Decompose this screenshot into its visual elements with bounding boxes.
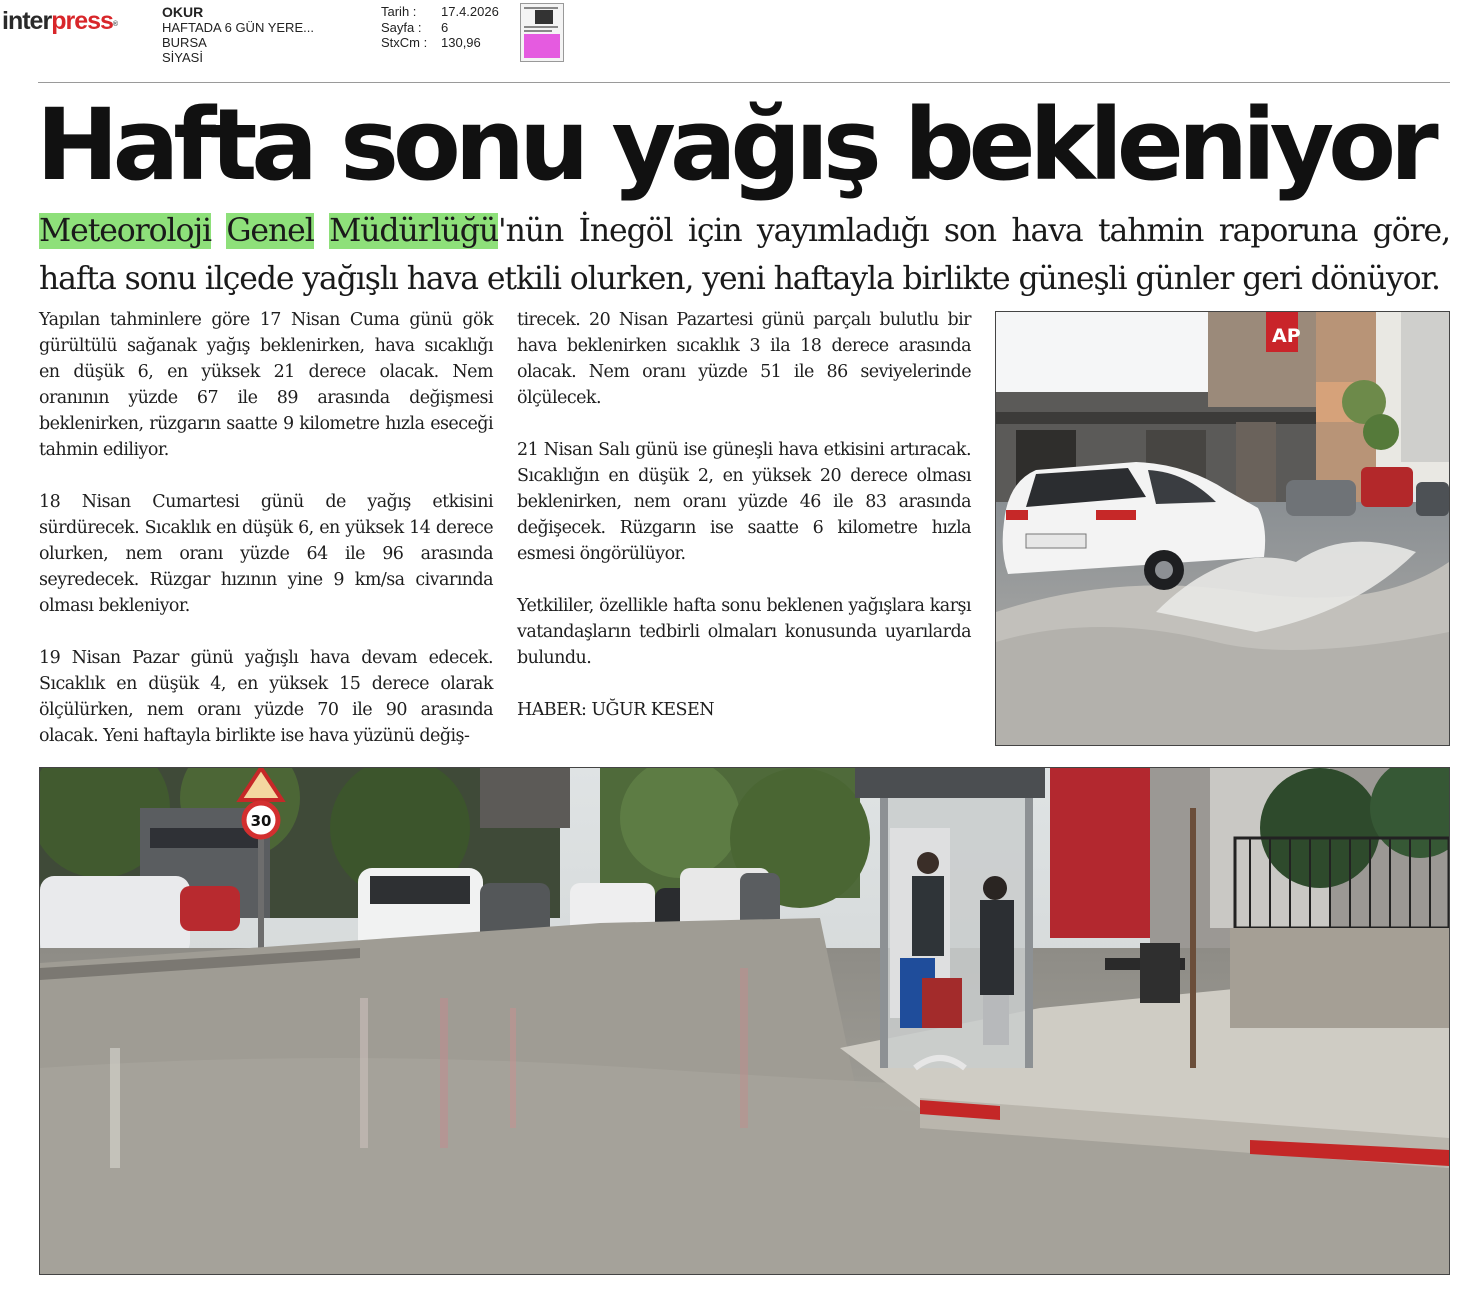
- headline: Hafta sonu yağış bekleniyor: [36, 88, 1433, 203]
- page-row: [381, 20, 499, 36]
- paragraph-19-nisan: 19 Nisan Pazar günü yağışlı hava devam edecek. Sıcaklık en düşük 4, en yüksek 15 derece olarak ölçülürken, nem oranı yüzde 70 ile 90 arasında olacak. Yeni haftayla birlikte ise hava yüzünü değiş-: [39, 648, 493, 746]
- publication-category: SİYASİ: [162, 50, 203, 65]
- publication-frequency: HAFTADA 6 GÜN YERE...: [162, 20, 314, 35]
- paragraph-18-nisan: 18 Nisan Cumartesi günü de yağış etkisini sürdürecek. Sıcaklık en düşük 6, en yüksek 14 derece olurken, nem oranı yüzde 64 ile 96 arasında seyredecek. Rüzgar hızının yine 9 km/sa civarında olması bekleniyor.: [39, 492, 493, 616]
- header-divider: [38, 82, 1450, 83]
- page-thumbnail[interactable]: [520, 3, 564, 62]
- highlight-meteoroloji: Meteoroloji: [39, 213, 211, 249]
- date-value: 17.4.2026: [441, 4, 499, 19]
- publication-city: BURSA: [162, 35, 207, 50]
- photo-flooded-road-bus-stop: [39, 767, 1450, 1275]
- date-label: Tarih :: [381, 4, 417, 19]
- byline: HABER: UĞUR KESEN: [517, 700, 714, 720]
- stxcm-value: 130,96: [441, 35, 481, 50]
- photo-flooded-street-car: [995, 311, 1450, 746]
- standfirst: [39, 207, 1450, 303]
- paragraph-17-nisan: Yapılan tahminlere göre 17 Nisan Cuma günü gök gürültülü sağanak yağış beklenirken, hava sıcaklığı en düşük 6, en yüksek 21 derece olacak. Nem oranının yüzde 67 ile 89 arasında değişmesi beklenirken, rüzgarın saatte 9 kilometre hızla eseceği tahmin ediliyor.: [39, 310, 493, 460]
- publication-name: OKUR: [162, 5, 204, 20]
- stxcm-label: StxCm :: [381, 35, 428, 50]
- article-column-2: [517, 307, 971, 749]
- paragraph-21-nisan: 21 Nisan Salı günü ise güneşli hava etkisini artıracak. Sıcaklığın en düşük 2, en yüksek 20 derece olması beklenirken, nem oranı yüzde 46 ile 83 arasında değişecek. Rüzgarın ise saatte 6 kilometre hızla esmesi öngörülüyor.: [517, 440, 971, 564]
- paragraph-20-nisan: tirecek. 20 Nisan Pazartesi günü parçalı bulutlu bir hava beklenirken sıcaklık 3 ila 18 derece arasında olacak. Nem oranı yüzde 51 ile 86 seviyelerinde ölçülecek.: [517, 310, 971, 408]
- standfirst-text: 'nün İnegöl için yayımladığı son hava tahmin raporuna göre, hafta sonu ilçede yağışlı hava etkili olurken, yeni haftayla birlikte güneşli günler geri dönüyor.: [39, 213, 1451, 297]
- page-value: 6: [441, 19, 449, 35]
- clipping-meta: [381, 4, 499, 51]
- highlight-genel: Genel: [226, 213, 314, 249]
- paragraph-yetkililer: Yetkililer, özellikle hafta sonu beklenen yağışlara karşı vatandaşların tedbirli olmaları konusunda uyarılarda bulundu.: [517, 596, 971, 668]
- publication-info: [162, 5, 372, 65]
- date-row: [381, 4, 499, 20]
- interpress-logo: interpress®: [2, 7, 118, 35]
- article-column-1: [39, 307, 493, 775]
- shop-sign-text: AP: [1272, 325, 1301, 347]
- highlight-mudurlugu: Müdürlüğü: [329, 213, 499, 249]
- page-label: Sayfa :: [381, 19, 422, 35]
- speed-sign-text: 30: [250, 812, 272, 830]
- stxcm-row: [381, 35, 499, 51]
